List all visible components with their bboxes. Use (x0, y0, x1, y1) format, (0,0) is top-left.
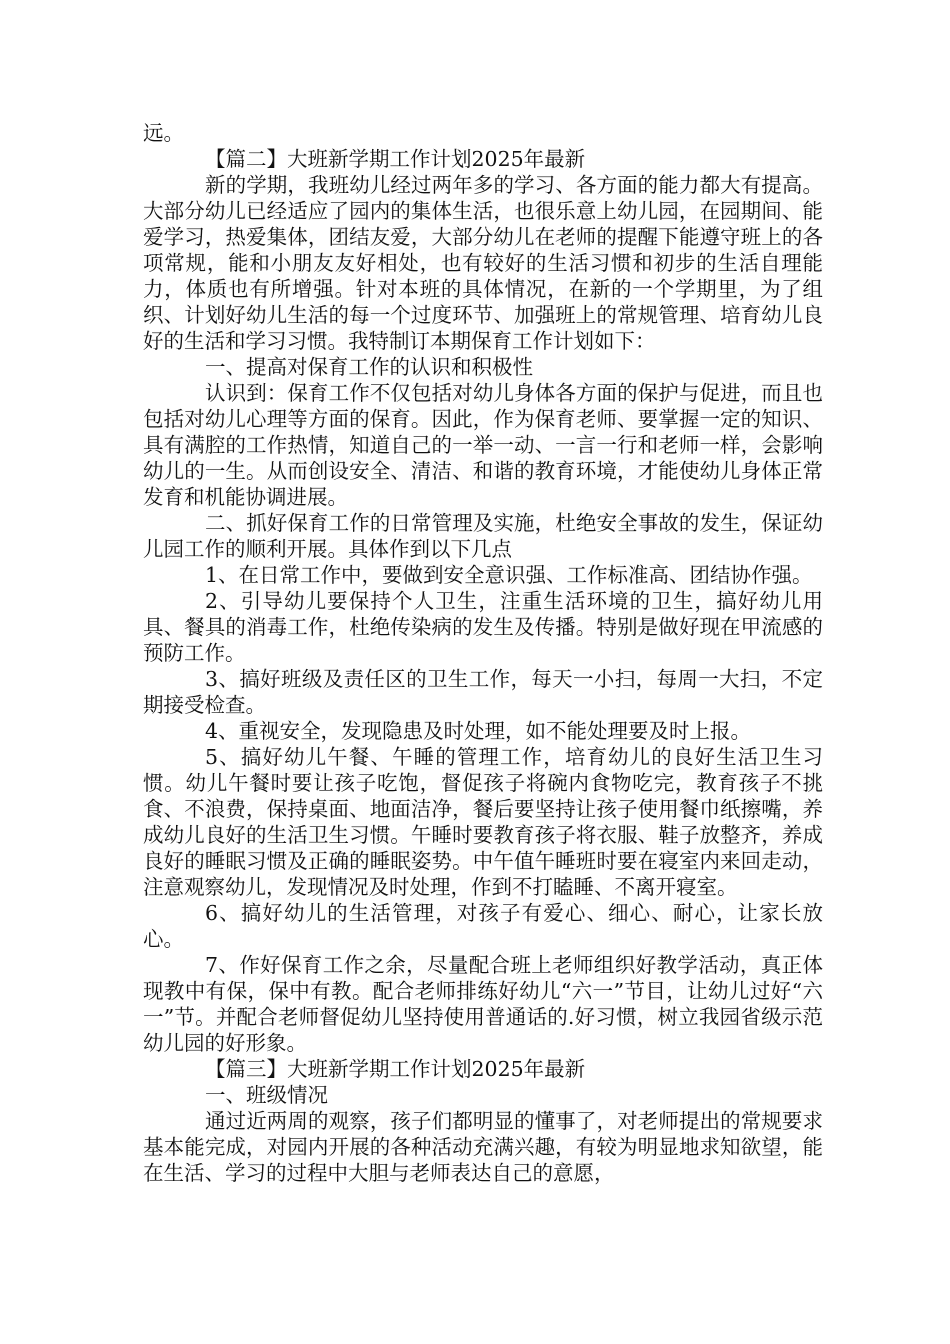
paragraph-continuation: 远。 (143, 121, 184, 145)
section-heading-part-two: 【篇二】大班新学期工作计划2025年最新 (205, 147, 586, 171)
list-item-6: 6、搞好幼儿的生活管理，对孩子有爱心、细心、耐心，让家长放心。 (143, 901, 823, 951)
list-item-3: 3、搞好班级及责任区的卫生工作，每天一小扫，每周一大扫，不定期接受检查。 (143, 667, 823, 717)
paragraph-observation: 通过近两周的观察，孩子们都明显的懂事了，对老师提出的常规要求基本能完成，对园内开展的各种活动充满兴趣，有较为明显地求知欲望，能在生活、学习的过程中大胆与老师表达自己的意愿， (143, 1109, 823, 1185)
section-heading-part-three: 【篇三】大班新学期工作计划2025年最新 (205, 1057, 586, 1081)
paragraph-awareness: 认识到：保育工作不仅包括对幼儿身体各方面的保护与促进，而且也包括对幼儿心理等方面的保育。因此，作为保育老师、要掌握一定的知识、具有满腔的工作热情，知道自己的一举一动、一言一行和老师一样，会影响幼儿的一生。从而创设安全、清洁、和谐的教育环境，才能使幼儿身体正常发育和机能协调进展。 (143, 381, 823, 509)
document-page (143, 120, 823, 1186)
subheading-two: 二、抓好保育工作的日常管理及实施，杜绝安全事故的发生，保证幼儿园工作的顺利开展。具体作到以下几点 (143, 511, 823, 561)
paragraph-intro: 新的学期，我班幼儿经过两年多的学习、各方面的能力都大有提高。大部分幼儿已经适应了园内的集体生活，也很乐意上幼儿园，在园期间、能爱学习，热爱集体，团结友爱，大部分幼儿在老师的提醒下能遵守班上的各项常规，能和小朋友友好相处，也有较好的生活习惯和初步的生活自理能力，体质也有所增强。针对本班的具体情况，在新的一个学期里，为了组织、计划好幼儿生活的每一个过度环节、加强班上的常规管理、培育幼儿良好的生活和学习习惯。我特制订本期保育工作计划如下： (143, 173, 823, 353)
subheading-class-situation: 一、班级情况 (205, 1083, 328, 1107)
list-item-4: 4、重视安全，发现隐患及时处理，如不能处理要及时上报。 (205, 719, 752, 743)
subheading-one: 一、提高对保育工作的认识和积极性 (205, 355, 533, 379)
list-item-5: 5、搞好幼儿午餐、午睡的管理工作，培育幼儿的良好生活卫生习惯。幼儿午餐时要让孩子吃饱，督促孩子将碗内食物吃完，教育孩子不挑食、不浪费，保持桌面、地面洁净，餐后要坚持让孩子使用餐巾纸擦嘴，养成幼儿良好的生活卫生习惯。午睡时要教育孩子将衣服、鞋子放整齐，养成良好的睡眠习惯及正确的睡眠姿势。中午值午睡班时要在寝室内来回走动，注意观察幼儿，发现情况及时处理，作到不打瞌睡、不离开寝室。 (143, 745, 823, 899)
list-item-1: 1、在日常工作中，要做到安全意识强、工作标准高、团结协作强。 (205, 563, 813, 587)
list-item-2: 2、引导幼儿要保持个人卫生，注重生活环境的卫生，搞好幼儿用具、餐具的消毒工作，杜绝传染病的发生及传播。特别是做好现在甲流感的预防工作。 (143, 589, 823, 665)
list-item-7: 7、作好保育工作之余，尽量配合班上老师组织好教学活动，真正体现教中有保，保中有教。配合老师排练好幼儿“六一”节目，让幼儿过好“六一”节。并配合老师督促幼儿坚持使用普通话的.好习惯，树立我园省级示范幼儿园的好形象。 (143, 953, 823, 1055)
